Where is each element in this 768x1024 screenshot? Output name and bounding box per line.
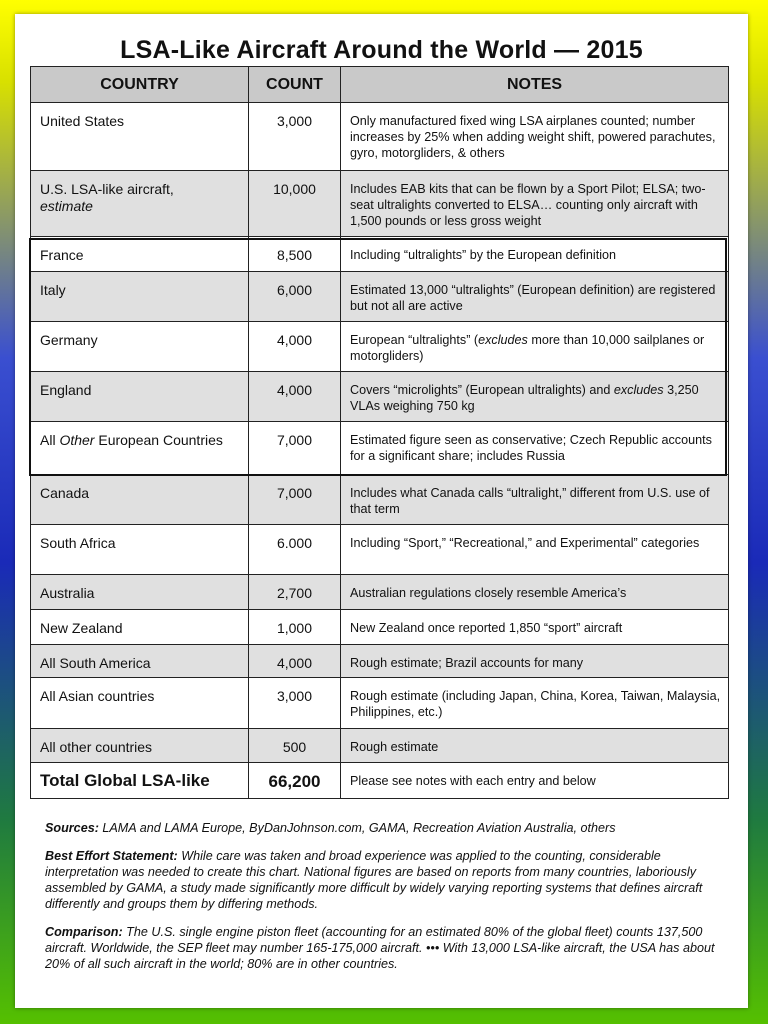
cell-notes xyxy=(341,372,729,422)
footnotes xyxy=(45,820,725,984)
comparison-note xyxy=(45,924,725,972)
notes-text: 3,250 VLAs weighing 750 kg xyxy=(350,383,699,413)
lsa-table xyxy=(30,66,729,799)
cell-count: 4,000 xyxy=(249,645,341,678)
cell-country: All Asian countries xyxy=(31,678,249,729)
cell-notes: Includes what Canada calls “ultralight,” different from U.S. use of that term xyxy=(341,475,729,525)
cell-notes: New Zealand once reported 1,850 “sport” aircraft xyxy=(341,610,729,645)
sources-text: LAMA and LAMA Europe, ByDanJohnson.com, GAMA, Recreation Aviation Australia, others xyxy=(98,821,616,835)
cell-notes: Including “Sport,” “Recreational,” and Experimental” categories xyxy=(341,525,729,575)
cell-notes: Estimated 13,000 “ultralights” (European definition) are registered but not all are active xyxy=(341,272,729,322)
cell-count: 8,500 xyxy=(249,237,341,272)
cell-notes: Includes EAB kits that can be flown by a Sport Pilot; ELSA; two-seat ultralights converted to ELSA… counting only aircraft with 1,500 pounds or less gross weight xyxy=(341,171,729,237)
cell-notes: Please see notes with each entry and below xyxy=(341,763,729,799)
cell-count: 6.000 xyxy=(249,525,341,575)
country-text: All xyxy=(40,432,60,448)
cell-country: Canada xyxy=(31,475,249,525)
cell-notes: Rough estimate xyxy=(341,729,729,763)
cell-count: 7,000 xyxy=(249,422,341,475)
table-row xyxy=(31,171,729,237)
cell-country: Total Global LSA-like xyxy=(31,763,249,799)
cell-country: United States xyxy=(31,103,249,171)
header-country: COUNTRY xyxy=(31,67,249,103)
cell-country xyxy=(31,171,249,237)
country-text: U.S. LSA-like aircraft, xyxy=(40,181,174,197)
cell-country: Italy xyxy=(31,272,249,322)
table-row xyxy=(31,272,729,322)
header-notes: NOTES xyxy=(341,67,729,103)
cell-count: 4,000 xyxy=(249,372,341,422)
table-row-total xyxy=(31,763,729,799)
cell-notes: Australian regulations closely resemble America’s xyxy=(341,575,729,610)
cell-count: 10,000 xyxy=(249,171,341,237)
table-header-row xyxy=(31,67,729,103)
cell-country: Germany xyxy=(31,322,249,372)
notes-emphasis: excludes xyxy=(613,383,664,397)
country-emphasis: estimate xyxy=(40,198,93,214)
cell-country: England xyxy=(31,372,249,422)
best-effort-note xyxy=(45,848,725,912)
cell-notes: Rough estimate (including Japan, China, Korea, Taiwan, Malaysia, Philippines, etc.) xyxy=(341,678,729,729)
best-effort-label: Best Effort Statement: xyxy=(45,849,178,863)
comparison-label: Comparison: xyxy=(45,925,123,939)
cell-count: 3,000 xyxy=(249,103,341,171)
cell-count: 4,000 xyxy=(249,322,341,372)
cell-country: Australia xyxy=(31,575,249,610)
table-row xyxy=(31,475,729,525)
page-title: LSA-Like Aircraft Around the World — 2015 xyxy=(120,36,643,64)
table-row xyxy=(31,678,729,729)
cell-country: South Africa xyxy=(31,525,249,575)
cell-country: All other countries xyxy=(31,729,249,763)
table-row xyxy=(31,729,729,763)
cell-count: 1,000 xyxy=(249,610,341,645)
comparison-text: The U.S. single engine piston fleet (accounting for an estimated 80% of the global fleet) counts 137,500 aircraft. Worldwide, the SEP fleet may number 165-175,000 aircraft. ••• With 13,000 LSA-like aircraft, the USA has about 20% of all such aircraft in the world; 80% are in other countries. xyxy=(45,925,715,971)
table-row xyxy=(31,372,729,422)
notes-text: more than 10,000 sailplanes or motorgliders) xyxy=(350,333,705,363)
table-row xyxy=(31,575,729,610)
notes-text: European “ultralights” ( xyxy=(350,333,479,347)
best-effort-text: While care was taken and broad experience was applied to the counting, considerable interpretation was needed to create this chart. National figures are based on reports from many countries, laboriously assembled by GAMA, a study made significantly more difficult by widely varying reporting systems that defines aircraft differently and groups them by differing methods. xyxy=(45,849,703,911)
cell-country: All South America xyxy=(31,645,249,678)
cell-country: France xyxy=(31,237,249,272)
cell-count: 7,000 xyxy=(249,475,341,525)
cell-country: New Zealand xyxy=(31,610,249,645)
cell-count: 2,700 xyxy=(249,575,341,610)
notes-emphasis: excludes xyxy=(478,333,528,347)
cell-notes xyxy=(341,322,729,372)
header-count: COUNT xyxy=(249,67,341,103)
table-row xyxy=(31,525,729,575)
table-row xyxy=(31,610,729,645)
sources-label: Sources: xyxy=(45,821,99,835)
country-text: European Countries xyxy=(94,432,223,448)
cell-notes: Estimated figure seen as conservative; Czech Republic accounts for a significant share; includes Russia xyxy=(341,422,729,475)
cell-notes: Including “ultralights” by the European definition xyxy=(341,237,729,272)
table-row xyxy=(31,237,729,272)
table-row xyxy=(31,422,729,475)
country-emphasis: Other xyxy=(59,432,95,448)
cell-count: 3,000 xyxy=(249,678,341,729)
table-row xyxy=(31,322,729,372)
notes-text: Covers “microlights” (European ultralights) and xyxy=(350,383,614,397)
cell-count: 500 xyxy=(249,729,341,763)
table-row xyxy=(31,103,729,171)
cell-notes: Only manufactured fixed wing LSA airplanes counted; number increases by 25% when adding weight shift, powered parachutes, gyro, motorgliders, & others xyxy=(341,103,729,171)
chart-sheet xyxy=(15,14,748,1008)
cell-notes: Rough estimate; Brazil accounts for many xyxy=(341,645,729,678)
table-row xyxy=(31,645,729,678)
cell-country xyxy=(31,422,249,475)
cell-count: 6,000 xyxy=(249,272,341,322)
cell-count: 66,200 xyxy=(249,763,341,799)
sources-note xyxy=(45,820,725,836)
